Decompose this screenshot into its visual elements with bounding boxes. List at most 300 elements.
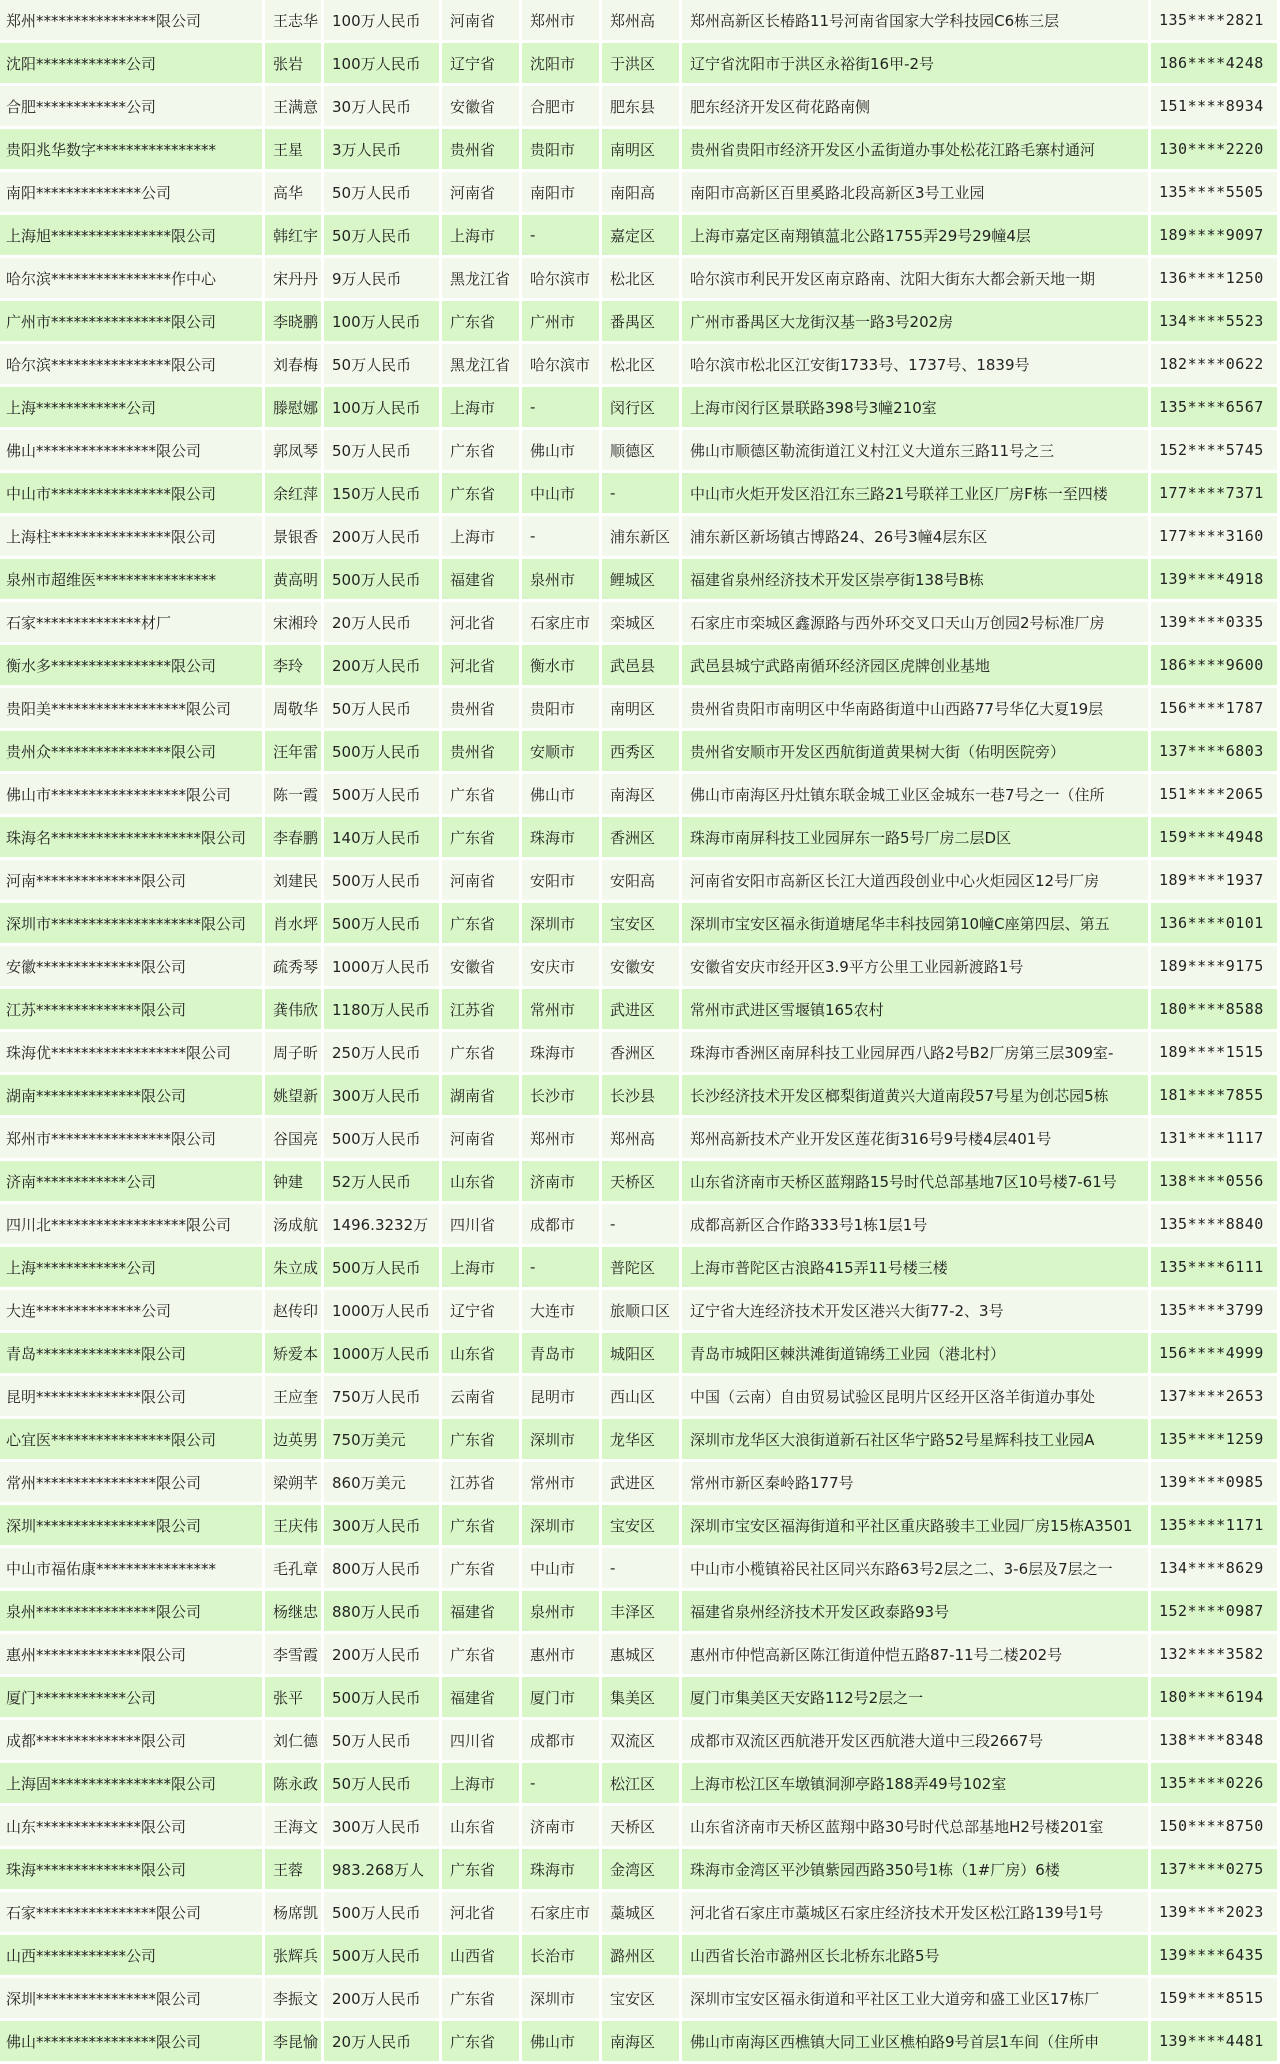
cell-company: 佛山市******************限公司: [0, 774, 265, 817]
cell-contact: 边英男: [265, 1419, 324, 1462]
cell-province: 广东省: [442, 903, 522, 946]
cell-company: 中山市****************限公司: [0, 473, 265, 516]
cell-address: 深圳市宝安区福永街道和平社区工业大道旁和盛工业区17栋厂: [682, 1978, 1151, 2021]
cell-capital: 500万人民币: [324, 903, 442, 946]
cell-city: 深圳市: [522, 1978, 602, 2021]
table-row: [0, 0, 1280, 43]
cell-phone: 151****8934: [1151, 86, 1280, 129]
cell-district: 天桥区: [602, 1161, 682, 1204]
cell-phone: 150****8750: [1151, 1806, 1280, 1849]
cell-phone: 134****8629: [1151, 1548, 1280, 1591]
cell-province: 广东省: [442, 1849, 522, 1892]
cell-district: 香洲区: [602, 1032, 682, 1075]
cell-province: 广东省: [442, 430, 522, 473]
table-row: [0, 688, 1280, 731]
cell-address: 贵州省贵阳市经济开发区小孟街道办事处松花江路毛寨村通河: [682, 129, 1151, 172]
cell-contact: 李晓鹏: [265, 301, 324, 344]
cell-district: 肥东县: [602, 86, 682, 129]
cell-contact: 周敬华: [265, 688, 324, 731]
cell-province: 上海市: [442, 1763, 522, 1806]
cell-capital: 20万人民币: [324, 602, 442, 645]
cell-company: 哈尔滨****************限公司: [0, 344, 265, 387]
cell-company: 深圳市********************限公司: [0, 903, 265, 946]
cell-phone: 135****6111: [1151, 1247, 1280, 1290]
cell-company: 安徽**************限公司: [0, 946, 265, 989]
cell-contact: 李玲: [265, 645, 324, 688]
cell-district: 武进区: [602, 1462, 682, 1505]
cell-contact: 汪年雷: [265, 731, 324, 774]
cell-phone: 159****8515: [1151, 1978, 1280, 2021]
table-row: [0, 1032, 1280, 1075]
cell-capital: 140万人民币: [324, 817, 442, 860]
cell-contact: 滕慰娜: [265, 387, 324, 430]
cell-province: 广东省: [442, 1505, 522, 1548]
cell-district: 西秀区: [602, 731, 682, 774]
table-row: [0, 43, 1280, 86]
table-row: [0, 1333, 1280, 1376]
cell-company: 心宜医****************限公司: [0, 1419, 265, 1462]
cell-contact: 肖水坪: [265, 903, 324, 946]
cell-company: 山东**************限公司: [0, 1806, 265, 1849]
cell-phone: 132****3582: [1151, 1634, 1280, 1677]
cell-address: 福建省泉州经济技术开发区崇亭街138号B栋: [682, 559, 1151, 602]
table-row: [0, 1161, 1280, 1204]
cell-district: 藁城区: [602, 1892, 682, 1935]
cell-city: 济南市: [522, 1161, 602, 1204]
cell-contact: 李雪霞: [265, 1634, 324, 1677]
cell-city: 哈尔滨市: [522, 258, 602, 301]
cell-phone: 189****9097: [1151, 215, 1280, 258]
cell-company: 郑州市****************限公司: [0, 1118, 265, 1161]
cell-address: 山东省济南市天桥区蓝翔中路30号时代总部基地H2号楼201室: [682, 1806, 1151, 1849]
cell-address: 石家庄市栾城区鑫源路与西外环交叉口天山万创园2号标准厂房: [682, 602, 1151, 645]
table-row: [0, 602, 1280, 645]
cell-address: 成都高新区合作路333号1栋1层1号: [682, 1204, 1151, 1247]
cell-capital: 1000万人民币: [324, 946, 442, 989]
cell-capital: 1000万人民币: [324, 1290, 442, 1333]
cell-province: 山东省: [442, 1161, 522, 1204]
cell-province: 贵州省: [442, 129, 522, 172]
cell-province: 江苏省: [442, 989, 522, 1032]
cell-district: 长沙县: [602, 1075, 682, 1118]
cell-company: 珠海名********************限公司: [0, 817, 265, 860]
table-row: [0, 559, 1280, 602]
cell-district: 普陀区: [602, 1247, 682, 1290]
cell-city: 石家庄市: [522, 602, 602, 645]
cell-address: 珠海市香洲区南屏科技工业园屏西八路2号B2厂房第三层309室-: [682, 1032, 1151, 1075]
cell-company: 泉州市超维医****************: [0, 559, 265, 602]
cell-district: 武邑县: [602, 645, 682, 688]
cell-district: 南阳高: [602, 172, 682, 215]
cell-phone: 139****4918: [1151, 559, 1280, 602]
cell-capital: 1000万人民币: [324, 1333, 442, 1376]
cell-contact: 陈一霞: [265, 774, 324, 817]
cell-address: 上海市闵行区景联路398号3幢210室: [682, 387, 1151, 430]
cell-company: 合肥************公司: [0, 86, 265, 129]
cell-province: 河北省: [442, 645, 522, 688]
cell-city: 昆明市: [522, 1376, 602, 1419]
cell-district: 浦东新区: [602, 516, 682, 559]
cell-district: 安阳高: [602, 860, 682, 903]
cell-address: 常州市武进区雪堰镇165农村: [682, 989, 1151, 1032]
cell-contact: 杨继忠: [265, 1591, 324, 1634]
cell-company: 哈尔滨****************作中心: [0, 258, 265, 301]
cell-district: 栾城区: [602, 602, 682, 645]
cell-province: 河南省: [442, 172, 522, 215]
cell-capital: 500万人民币: [324, 731, 442, 774]
cell-address: 安徽省安庆市经开区3.9平方公里工业园新渡路1号: [682, 946, 1151, 989]
cell-province: 安徽省: [442, 86, 522, 129]
cell-district: 松北区: [602, 344, 682, 387]
cell-contact: 杨席凯: [265, 1892, 324, 1935]
cell-province: 广东省: [442, 774, 522, 817]
cell-province: 山东省: [442, 1333, 522, 1376]
cell-address: 佛山市南海区西樵镇大同工业区樵柏路9号首层1车间（住所申: [682, 2021, 1151, 2064]
cell-capital: 9万人民币: [324, 258, 442, 301]
cell-city: -: [522, 215, 602, 258]
cell-city: 厦门市: [522, 1677, 602, 1720]
cell-district: 金湾区: [602, 1849, 682, 1892]
cell-province: 黑龙江省: [442, 344, 522, 387]
cell-phone: 138****8348: [1151, 1720, 1280, 1763]
cell-phone: 177****3160: [1151, 516, 1280, 559]
table-row: [0, 1376, 1280, 1419]
cell-phone: 136****1250: [1151, 258, 1280, 301]
cell-phone: 139****0335: [1151, 602, 1280, 645]
cell-phone: 135****1171: [1151, 1505, 1280, 1548]
table-row: [0, 129, 1280, 172]
cell-capital: 50万人民币: [324, 344, 442, 387]
cell-city: 成都市: [522, 1720, 602, 1763]
cell-province: 上海市: [442, 387, 522, 430]
cell-company: 大连**************公司: [0, 1290, 265, 1333]
cell-city: 泉州市: [522, 1591, 602, 1634]
cell-province: 贵州省: [442, 688, 522, 731]
cell-capital: 30万人民币: [324, 86, 442, 129]
cell-phone: 135****5505: [1151, 172, 1280, 215]
cell-capital: 50万人民币: [324, 215, 442, 258]
cell-province: 河南省: [442, 0, 522, 43]
cell-address: 辽宁省大连经济技术开发区港兴大街77-2、3号: [682, 1290, 1151, 1333]
cell-district: 南海区: [602, 774, 682, 817]
cell-district: -: [602, 473, 682, 516]
cell-district: 松北区: [602, 258, 682, 301]
cell-city: -: [522, 516, 602, 559]
table-row: [0, 1505, 1280, 1548]
cell-company: 上海************公司: [0, 387, 265, 430]
cell-district: 南明区: [602, 129, 682, 172]
cell-address: 贵州省贵阳市南明区中华南路街道中山西路77号华亿大夏19层: [682, 688, 1151, 731]
cell-contact: 赵传印: [265, 1290, 324, 1333]
cell-contact: 高华: [265, 172, 324, 215]
cell-address: 河北省石家庄市藁城区石家庄经济技术开发区松江路139号1号: [682, 1892, 1151, 1935]
cell-district: 龙华区: [602, 1419, 682, 1462]
cell-contact: 宋湘玲: [265, 602, 324, 645]
cell-contact: 朱立成: [265, 1247, 324, 1290]
cell-address: 辽宁省沈阳市于洪区永裕街16甲-2号: [682, 43, 1151, 86]
table-row: [0, 1462, 1280, 1505]
cell-city: 长沙市: [522, 1075, 602, 1118]
table-row: [0, 1978, 1280, 2021]
cell-company: 上海固****************限公司: [0, 1763, 265, 1806]
cell-contact: 王满意: [265, 86, 324, 129]
table-row: [0, 1935, 1280, 1978]
cell-capital: 983.268万人: [324, 1849, 442, 1892]
cell-district: 宝安区: [602, 1505, 682, 1548]
cell-capital: 300万人民币: [324, 1806, 442, 1849]
cell-address: 广州市番禺区大龙街汉基一路3号202房: [682, 301, 1151, 344]
cell-district: 惠城区: [602, 1634, 682, 1677]
cell-province: 上海市: [442, 215, 522, 258]
cell-contact: 张辉兵: [265, 1935, 324, 1978]
cell-address: 中山市小榄镇裕民社区同兴东路63号2层之二、3-6层及7层之一: [682, 1548, 1151, 1591]
table-row: [0, 817, 1280, 860]
cell-contact: 王海文: [265, 1806, 324, 1849]
cell-phone: 189****1515: [1151, 1032, 1280, 1075]
table-row: [0, 430, 1280, 473]
cell-province: 广东省: [442, 473, 522, 516]
cell-city: 合肥市: [522, 86, 602, 129]
cell-contact: 刘春梅: [265, 344, 324, 387]
cell-province: 福建省: [442, 1591, 522, 1634]
table-row: [0, 1290, 1280, 1333]
cell-address: 中山市火炬开发区沿江东三路21号联祥工业区厂房F栋一至四楼: [682, 473, 1151, 516]
cell-city: 沈阳市: [522, 43, 602, 86]
cell-district: 武进区: [602, 989, 682, 1032]
cell-province: 广东省: [442, 1634, 522, 1677]
cell-capital: 1180万人民币: [324, 989, 442, 1032]
cell-phone: 186****4248: [1151, 43, 1280, 86]
cell-province: 辽宁省: [442, 1290, 522, 1333]
cell-company: 佛山****************限公司: [0, 2021, 265, 2064]
cell-city: 常州市: [522, 1462, 602, 1505]
cell-address: 惠州市仲恺高新区陈江街道仲恺五路87-11号二楼202号: [682, 1634, 1151, 1677]
cell-phone: 177****7371: [1151, 473, 1280, 516]
table-row: [0, 989, 1280, 1032]
cell-address: 珠海市金湾区平沙镇紫园西路350号1栋（1#厂房）6楼: [682, 1849, 1151, 1892]
cell-phone: 135****3799: [1151, 1290, 1280, 1333]
cell-city: 深圳市: [522, 1419, 602, 1462]
cell-contact: 王庆伟: [265, 1505, 324, 1548]
cell-phone: 156****4999: [1151, 1333, 1280, 1376]
cell-address: 深圳市宝安区福海街道和平社区重庆路骏丰工业园厂房15栋A3501: [682, 1505, 1151, 1548]
cell-company: 泉州****************限公司: [0, 1591, 265, 1634]
cell-address: 中国（云南）自由贸易试验区昆明片区经开区洛羊街道办事处: [682, 1376, 1151, 1419]
table-row: [0, 645, 1280, 688]
cell-district: 嘉定区: [602, 215, 682, 258]
table-row: [0, 473, 1280, 516]
cell-district: 宝安区: [602, 1978, 682, 2021]
cell-phone: 186****9600: [1151, 645, 1280, 688]
cell-district: 宝安区: [602, 903, 682, 946]
cell-district: 天桥区: [602, 1806, 682, 1849]
cell-contact: 李昆愉: [265, 2021, 324, 2064]
cell-capital: 50万人民币: [324, 1763, 442, 1806]
cell-district: 于洪区: [602, 43, 682, 86]
cell-phone: 135****6567: [1151, 387, 1280, 430]
cell-district: 集美区: [602, 1677, 682, 1720]
cell-contact: 张平: [265, 1677, 324, 1720]
table-row: [0, 344, 1280, 387]
cell-district: 丰泽区: [602, 1591, 682, 1634]
cell-capital: 20万人民币: [324, 2021, 442, 2064]
cell-phone: 130****2220: [1151, 129, 1280, 172]
table-row: [0, 1634, 1280, 1677]
cell-city: 惠州市: [522, 1634, 602, 1677]
cell-address: 成都市双流区西航港开发区西航港大道中三段2667号: [682, 1720, 1151, 1763]
cell-address: 贵州省安顺市开发区西航街道黄果树大街（佑明医院旁）: [682, 731, 1151, 774]
cell-city: 安庆市: [522, 946, 602, 989]
table-row: [0, 301, 1280, 344]
cell-company: 郑州****************限公司: [0, 0, 265, 43]
cell-company: 中山市福佑康****************: [0, 1548, 265, 1591]
cell-contact: 王志华: [265, 0, 324, 43]
cell-phone: 131****1117: [1151, 1118, 1280, 1161]
cell-contact: 宋丹丹: [265, 258, 324, 301]
cell-capital: 100万人民币: [324, 0, 442, 43]
cell-phone: 139****2023: [1151, 1892, 1280, 1935]
cell-city: 中山市: [522, 473, 602, 516]
cell-province: 上海市: [442, 516, 522, 559]
cell-province: 广东省: [442, 1419, 522, 1462]
cell-phone: 182****0622: [1151, 344, 1280, 387]
cell-capital: 500万人民币: [324, 860, 442, 903]
cell-company: 深圳****************限公司: [0, 1978, 265, 2021]
cell-province: 福建省: [442, 559, 522, 602]
cell-district: 西山区: [602, 1376, 682, 1419]
table-row: [0, 172, 1280, 215]
cell-city: 衡水市: [522, 645, 602, 688]
cell-contact: 黄高明: [265, 559, 324, 602]
cell-city: -: [522, 1763, 602, 1806]
table-row: [0, 1806, 1280, 1849]
cell-capital: 50万人民币: [324, 430, 442, 473]
cell-capital: 250万人民币: [324, 1032, 442, 1075]
cell-district: 鲤城区: [602, 559, 682, 602]
table-row: [0, 1548, 1280, 1591]
table-row: [0, 2021, 1280, 2064]
cell-province: 广东省: [442, 817, 522, 860]
cell-district: 顺德区: [602, 430, 682, 473]
cell-contact: 刘建民: [265, 860, 324, 903]
cell-province: 湖南省: [442, 1075, 522, 1118]
cell-capital: 200万人民币: [324, 516, 442, 559]
cell-company: 贵阳美******************限公司: [0, 688, 265, 731]
table-row: [0, 1720, 1280, 1763]
cell-capital: 1496.3232万: [324, 1204, 442, 1247]
cell-district: 安徽安: [602, 946, 682, 989]
cell-capital: 750万美元: [324, 1419, 442, 1462]
cell-phone: 134****5523: [1151, 301, 1280, 344]
table-row: [0, 1591, 1280, 1634]
cell-address: 厦门市集美区天安路112号2层之一: [682, 1677, 1151, 1720]
cell-city: 郑州市: [522, 1118, 602, 1161]
cell-address: 河南省安阳市高新区长江大道西段创业中心火炬园区12号厂房: [682, 860, 1151, 903]
table-row: [0, 1849, 1280, 1892]
cell-contact: 景银香: [265, 516, 324, 559]
cell-phone: 139****6435: [1151, 1935, 1280, 1978]
cell-contact: 刘仁德: [265, 1720, 324, 1763]
cell-contact: 李振文: [265, 1978, 324, 2021]
cell-address: 常州市新区秦岭路177号: [682, 1462, 1151, 1505]
cell-address: 南阳市高新区百里奚路北段高新区3号工业园: [682, 172, 1151, 215]
cell-address: 肥东经济开发区荷花路南侧: [682, 86, 1151, 129]
cell-phone: 135****8840: [1151, 1204, 1280, 1247]
cell-phone: 152****0987: [1151, 1591, 1280, 1634]
cell-city: 佛山市: [522, 430, 602, 473]
cell-city: 泉州市: [522, 559, 602, 602]
cell-phone: 159****4948: [1151, 817, 1280, 860]
cell-contact: 余红萍: [265, 473, 324, 516]
cell-contact: 毛孔章: [265, 1548, 324, 1591]
cell-capital: 300万人民币: [324, 1505, 442, 1548]
table-row: [0, 1118, 1280, 1161]
cell-city: -: [522, 1247, 602, 1290]
cell-phone: 189****1937: [1151, 860, 1280, 903]
cell-city: 南阳市: [522, 172, 602, 215]
cell-company: 青岛**************限公司: [0, 1333, 265, 1376]
cell-company: 上海旭****************限公司: [0, 215, 265, 258]
cell-company: 上海柱****************限公司: [0, 516, 265, 559]
cell-city: 济南市: [522, 1806, 602, 1849]
cell-district: 城阳区: [602, 1333, 682, 1376]
cell-company: 山西************公司: [0, 1935, 265, 1978]
table-row: [0, 774, 1280, 817]
cell-contact: 汤成航: [265, 1204, 324, 1247]
cell-phone: 180****8588: [1151, 989, 1280, 1032]
cell-phone: 136****0101: [1151, 903, 1280, 946]
cell-address: 郑州高新技术产业开发区莲花街316号9号楼4层401号: [682, 1118, 1151, 1161]
cell-phone: 180****6194: [1151, 1677, 1280, 1720]
cell-contact: 周子昕: [265, 1032, 324, 1075]
cell-phone: 135****1259: [1151, 1419, 1280, 1462]
table-row: [0, 1892, 1280, 1935]
cell-company: 石家**************材厂: [0, 602, 265, 645]
cell-phone: 151****2065: [1151, 774, 1280, 817]
cell-phone: 156****1787: [1151, 688, 1280, 731]
cell-city: 珠海市: [522, 817, 602, 860]
table-row: [0, 1763, 1280, 1806]
cell-capital: 100万人民币: [324, 387, 442, 430]
cell-district: 闵行区: [602, 387, 682, 430]
cell-province: 河北省: [442, 1892, 522, 1935]
table-row: [0, 946, 1280, 989]
cell-city: 深圳市: [522, 903, 602, 946]
cell-district: 南明区: [602, 688, 682, 731]
cell-company: 上海************公司: [0, 1247, 265, 1290]
cell-city: 哈尔滨市: [522, 344, 602, 387]
cell-phone: 181****7855: [1151, 1075, 1280, 1118]
cell-province: 云南省: [442, 1376, 522, 1419]
cell-address: 福建省泉州经济技术开发区政泰路93号: [682, 1591, 1151, 1634]
cell-city: 贵阳市: [522, 129, 602, 172]
cell-company: 石家****************限公司: [0, 1892, 265, 1935]
cell-capital: 50万人民币: [324, 1720, 442, 1763]
cell-province: 四川省: [442, 1204, 522, 1247]
cell-capital: 500万人民币: [324, 774, 442, 817]
cell-province: 江苏省: [442, 1462, 522, 1505]
cell-company: 贵阳兆华数字****************: [0, 129, 265, 172]
cell-capital: 500万人民币: [324, 1247, 442, 1290]
cell-capital: 50万人民币: [324, 172, 442, 215]
table-row: [0, 215, 1280, 258]
cell-capital: 100万人民币: [324, 43, 442, 86]
cell-contact: 疏秀琴: [265, 946, 324, 989]
cell-phone: 137****2653: [1151, 1376, 1280, 1419]
cell-phone: 135****0226: [1151, 1763, 1280, 1806]
cell-capital: 860万美元: [324, 1462, 442, 1505]
cell-province: 广东省: [442, 2021, 522, 2064]
